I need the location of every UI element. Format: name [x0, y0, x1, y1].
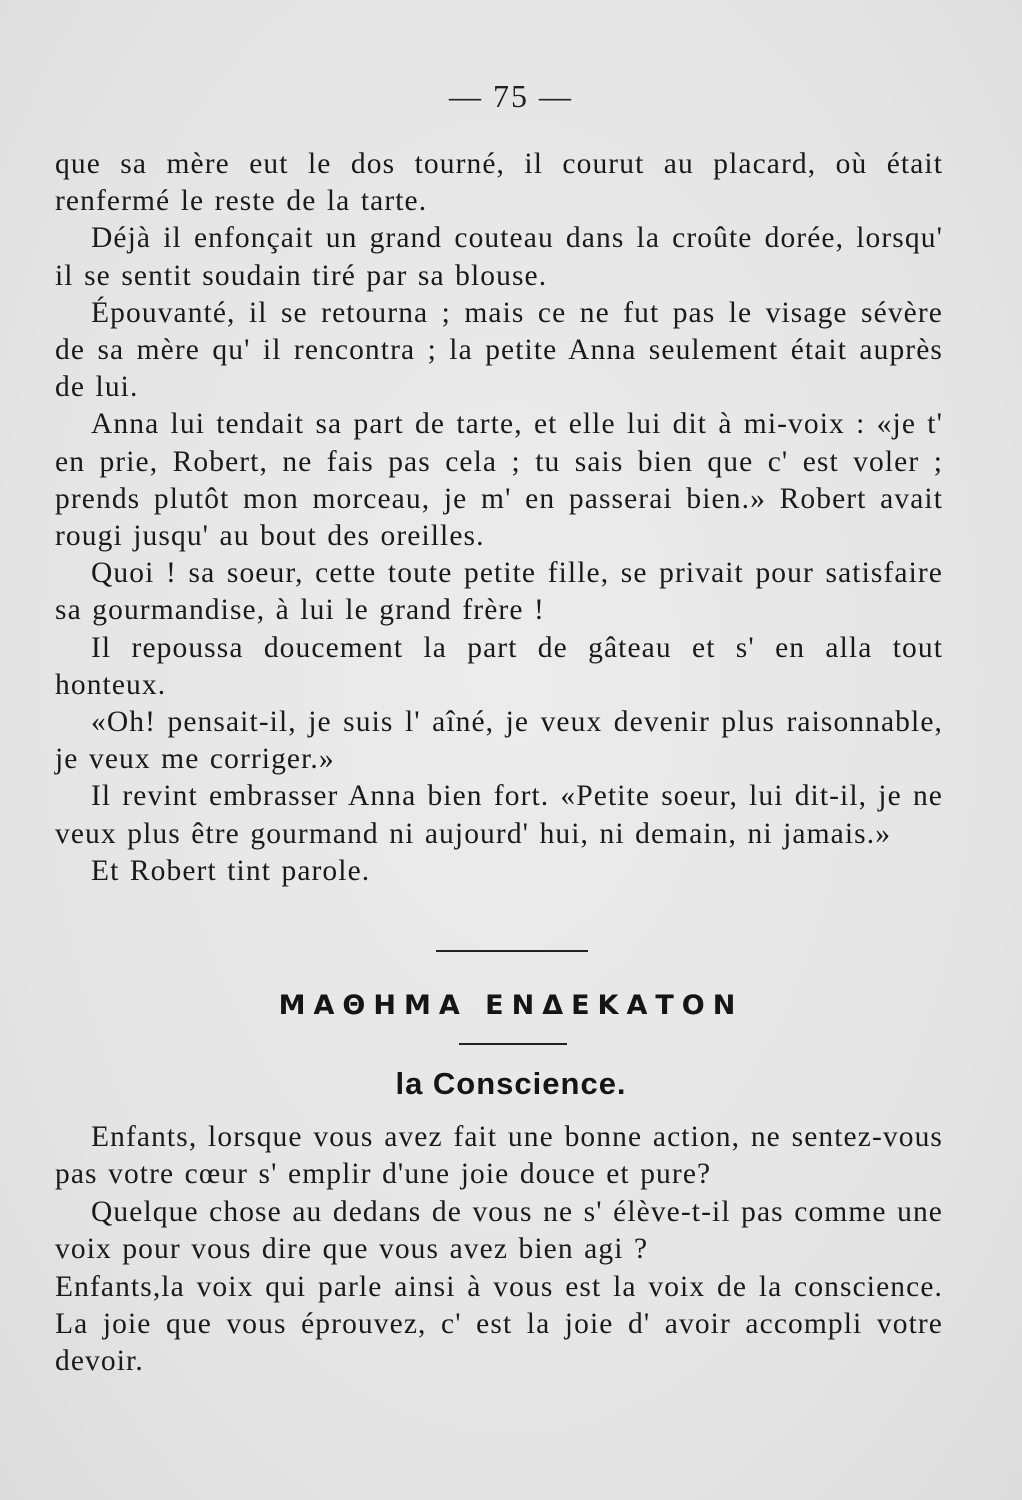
paragraph: Quoi ! sa soeur, cette toute petite fille, se privait pour satisfaire sa gourmandise, à lui le grand frère !: [55, 557, 943, 627]
paragraph: Anna lui tendait sa part de tarte, et elle lui dit à mi-voix : «je t' en prie, Robert, ne fais pas cela ; tu sais bien que c' est voler ; prends plutôt mon morceau, je m' en passerai bien.» Robert avait rougi jusqu' au bout des oreilles.: [55, 408, 943, 553]
title-divider: [459, 1043, 567, 1045]
paragraph: Il repoussa doucement la part de gâteau et s' en alla tout honteux.: [55, 631, 943, 701]
paragraph: Il revint embrasser Anna bien fort. «Petite soeur, lui dit-il, je ne veux plus être gourmand ni aujourd' hui, ni demain, ni jamais.»: [55, 780, 943, 850]
section-divider: [436, 950, 588, 952]
page-number: — 75 —: [449, 78, 573, 114]
paragraph: Épouvanté, il se retourna ; mais ce ne fut pas le visage sévère de sa mère qu' il rencontra ; la petite Anna seulement était auprès de lui.: [55, 296, 943, 404]
lesson-text: [55, 1119, 943, 1381]
section-heading: la Conscience.: [395, 1066, 627, 1101]
paragraph: que sa mère eut le dos tourné, il courut au placard, où était renfermé le reste de la tarte.: [55, 148, 943, 218]
lesson-title: ΜΑΘΗΜΑ ΕΝΔΕΚΑΤΟΝ: [278, 990, 744, 1021]
paragraph: Enfants, lorsque vous avez fait une bonne action, ne sentez-vous pas votre cœur s' emplir d'une joie douce et pure?: [55, 1121, 943, 1191]
paragraph: Déjà il enfonçait un grand couteau dans la croûte dorée, lorsqu' il se sentit soudain tiré par sa blouse.: [55, 222, 943, 292]
paragraph: «Oh! pensait-il, je suis l' aîné, je veux devenir plus raisonnable, je veux me corriger.»: [55, 706, 943, 776]
paragraph: Enfants,la voix qui parle ainsi à vous est la voix de la conscience. La joie que vous éprouvez, c' est la joie d' avoir accompli votre devoir.: [55, 1270, 943, 1378]
paragraph: Et Robert tint parole.: [91, 854, 371, 887]
paragraph: Quelque chose au dedans de vous ne s' élève-t-il pas comme une voix pour vous dire que vous avez bien agi ?: [55, 1195, 943, 1266]
story-text: [55, 146, 943, 890]
